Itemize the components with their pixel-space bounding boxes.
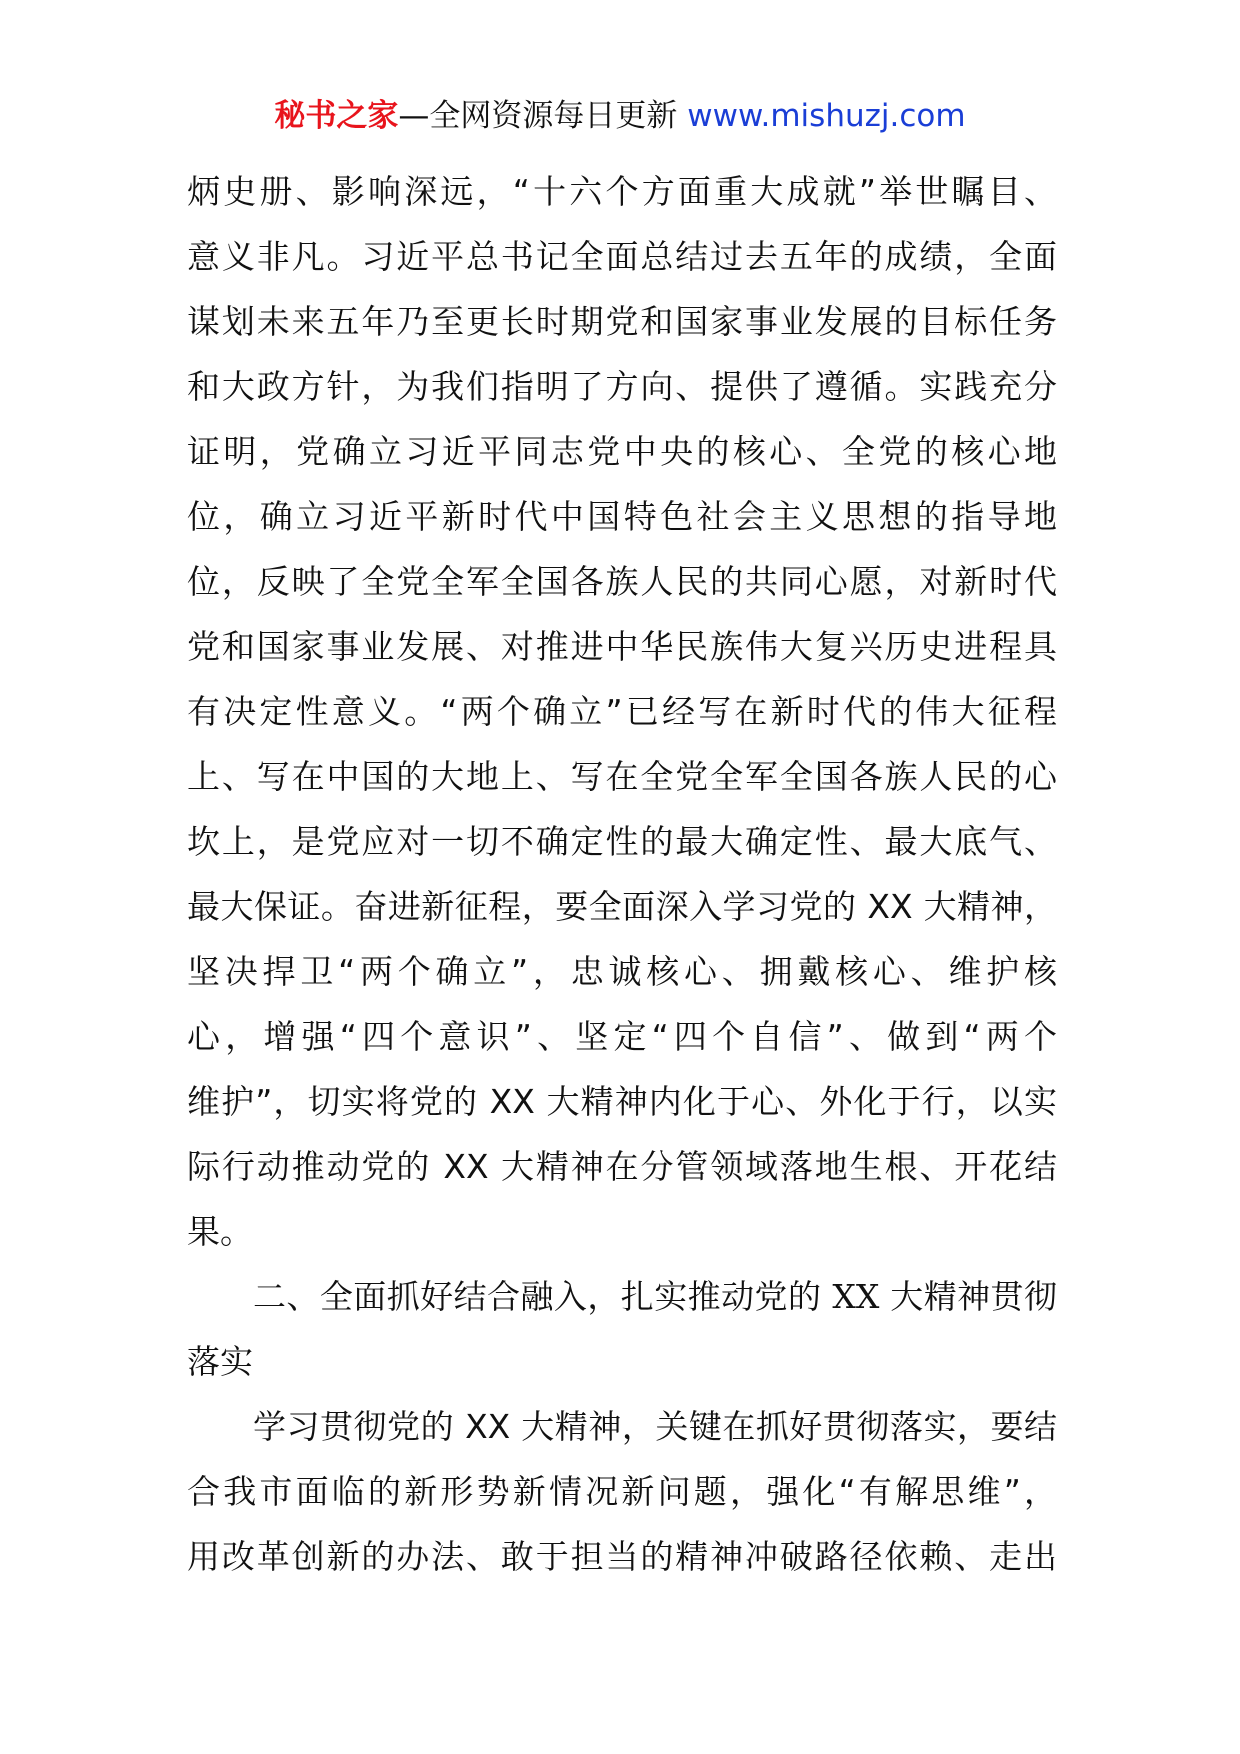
text-line: 位，确立习近平新时代中国特色社会主义思想的指导地 [187, 497, 1057, 536]
text-line: 坎上，是党应对一切不确定性的最大确定性、最大底气、 [187, 822, 1057, 861]
document-body [187, 159, 1057, 1589]
text-line: 心，增强“四个意识”、坚定“四个自信”、做到“两个 [187, 1017, 1057, 1056]
text-line: 谋划未来五年乃至更长时期党和国家事业发展的目标任务 [187, 302, 1057, 341]
text-line: 际行动推动党的 XX 大精神在分管领域落地生根、开花结 [187, 1147, 1057, 1186]
page-header [0, 96, 1240, 136]
text-line: 和大政方针，为我们指明了方向、提供了遵循。实践充分 [187, 367, 1057, 406]
text-line: 炳史册、影响深远，“十六个方面重大成就”举世瞩目、 [187, 172, 1057, 211]
section-heading-line: 落实 [187, 1342, 253, 1381]
text-line: 果。 [187, 1212, 253, 1251]
text-line: 党和国家事业发展、对推进中华民族伟大复兴历史进程具 [187, 627, 1057, 666]
text-line: 坚决捍卫“两个确立”，忠诚核心、拥戴核心、维护核 [187, 952, 1057, 991]
text-line: 意义非凡。习近平总书记全面总结过去五年的成绩，全面 [187, 237, 1057, 276]
section-heading-line: 二、全面抓好结合融入，扎实推动党的 XX 大精神贯彻 [253, 1277, 1057, 1316]
text-line: 最大保证。奋进新征程，要全面深入学习党的 XX 大精神， [187, 887, 1057, 926]
text-line: 位，反映了全党全军全国各族人民的共同心愿，对新时代 [187, 562, 1057, 601]
header-tagline: —全网资源每日更新 [398, 98, 678, 134]
text-line: 有决定性意义。“两个确立”已经写在新时代的伟大征程 [187, 692, 1057, 731]
text-line: 证明，党确立习近平同志党中央的核心、全党的核心地 [187, 432, 1057, 471]
text-line: 维护”，切实将党的 XX 大精神内化于心、外化于行，以实 [187, 1082, 1057, 1121]
text-line: 用改革创新的办法、敢于担当的精神冲破路径依赖、走出 [187, 1537, 1057, 1576]
text-line: 上、写在中国的大地上、写在全党全军全国各族人民的心 [187, 757, 1057, 796]
brand-name: 秘书之家 [274, 98, 399, 134]
text-line: 合我市面临的新形势新情况新问题，强化“有解思维”， [187, 1472, 1057, 1511]
website-url[interactable]: www.mishuzj.com [687, 98, 966, 134]
text-line: 学习贯彻党的 XX 大精神，关键在抓好贯彻落实，要结 [253, 1407, 1057, 1446]
